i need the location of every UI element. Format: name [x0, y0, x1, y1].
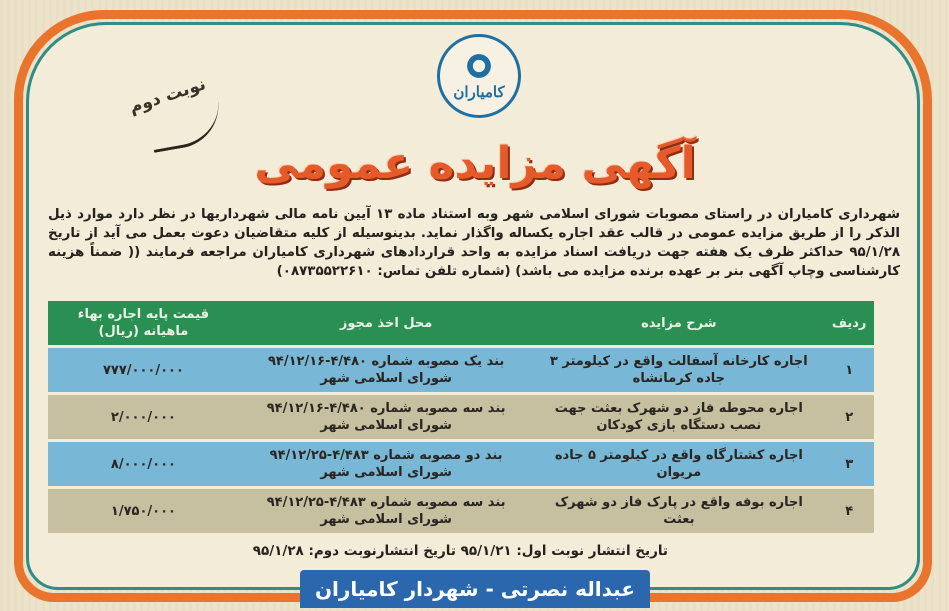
header-index: ردیف	[824, 301, 874, 345]
table-header-row	[48, 301, 874, 345]
row-index: ۴	[824, 489, 874, 533]
header-price: قیمت پایه اجاره بهاء ماهیانه (ریال)	[48, 301, 239, 345]
table-row	[48, 395, 874, 439]
handwritten-note: نوبت دوم	[126, 74, 209, 118]
row-index: ۲	[824, 395, 874, 439]
table-row	[48, 348, 874, 392]
header-reference: محل اخذ مجوز	[239, 301, 533, 345]
row-price: ۸/۰۰۰/۰۰۰	[48, 442, 239, 486]
auction-items-table	[48, 298, 874, 536]
row-index: ۳	[824, 442, 874, 486]
row-price: ۷۷۷/۰۰۰/۰۰۰	[48, 348, 239, 392]
municipality-logo	[437, 34, 521, 118]
publication-dates: تاریخ انتشار نوبت اول: ۹۵/۱/۲۱ تاریخ انتشارنوبت دوم: ۹۵/۱/۲۸	[252, 543, 668, 559]
logo-emblem-icon	[464, 51, 494, 81]
mayor-signature-banner: عبداله نصرتی - شهردار کامیاران	[300, 570, 650, 608]
row-price: ۱/۷۵۰/۰۰۰	[48, 489, 239, 533]
ad-intro-text: شهرداری کامیاران در راستای مصوبات شورای اسلامی شهر وبه استناد ماده ۱۳ آیین نامه مالی شهرداریها در نظر دارد موارد ذیل الذکر را از طریق مزایده عمومی در قالب عقد اجاره یکساله واگذار نماید. بدینوسیله از کلیه متقاضیان دعوت بعمل می آید از تاریخ ۹۵/۱/۲۸ حداکثر ظرف یک هفته جهت دریافت اسناد مزایده به واحد قراردادهای شهرداری کامیاران مراجعه فرمایند (( ضمناً هزینه کارشناسی وچاپ آگهی بنر بر عهده برنده مزایده می باشد) (شماره تلفن تماس: ۰۸۷۳۵۵۲۲۶۱۰)	[48, 207, 900, 279]
row-reference: بند سه مصوبه شماره ۴/۴۸۰-۹۴/۱۲/۱۶ شورای اسلامی شهر	[239, 395, 533, 439]
table-row	[48, 442, 874, 486]
row-description: اجاره کشتارگاه واقع در کیلومتر ۵ جاده مریوان	[533, 442, 824, 486]
logo-text: کامیاران	[453, 83, 505, 101]
header-description: شرح مزایده	[533, 301, 824, 345]
row-reference: بند سه مصوبه شماره ۴/۴۸۳-۹۴/۱۲/۲۵ شورای اسلامی شهر	[239, 489, 533, 533]
row-index: ۱	[824, 348, 874, 392]
row-description: اجاره کارخانه آسفالت واقع در کیلومتر ۳ جاده کرمانشاه	[533, 348, 824, 392]
table-row	[48, 489, 874, 533]
row-price: ۲/۰۰۰/۰۰۰	[48, 395, 239, 439]
row-description: اجاره محوطه فاز دو شهرک بعثت جهت نصب دستگاه بازی کودکان	[533, 395, 824, 439]
row-reference: بند دو مصوبه شماره ۴/۴۸۳-۹۴/۱۲/۲۵ شورای اسلامی شهر	[239, 442, 533, 486]
ad-title: آگهی مزایده عمومی	[254, 138, 696, 189]
row-reference: بند یک مصوبه شماره ۴/۴۸۰-۹۴/۱۲/۱۶ شورای اسلامی شهر	[239, 348, 533, 392]
row-description: اجاره بوفه واقع در پارک فاز دو شهرک بعثت	[533, 489, 824, 533]
